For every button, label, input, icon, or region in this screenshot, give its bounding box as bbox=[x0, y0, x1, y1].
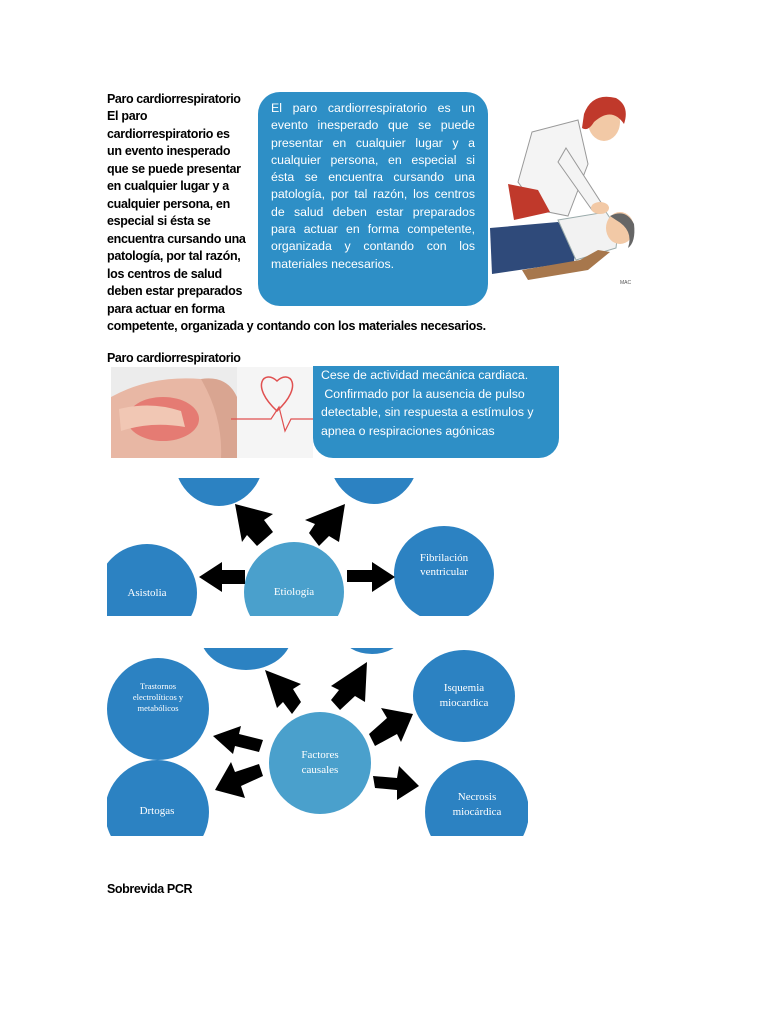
box-line: Cese de actividad mecánica cardiaca. bbox=[321, 368, 529, 382]
paragraph-line: El paro bbox=[107, 109, 148, 123]
paragraph-line: que se puede presentar bbox=[107, 161, 241, 176]
paragraph-line: un evento inesperado bbox=[107, 144, 231, 158]
arrow-left bbox=[199, 562, 245, 592]
necrosis-line: Necrosis bbox=[457, 791, 497, 803]
factores-line: causales bbox=[301, 764, 339, 776]
box-line: apnea o respiraciones agónicas bbox=[321, 423, 495, 438]
paragraph-line: los centros de salud bbox=[107, 266, 222, 281]
trastornos-line: metabólicos bbox=[137, 702, 179, 713]
fibrilacion-line: Fibrilación bbox=[419, 552, 469, 564]
section-heading-2: Paro cardiorrespiratorio bbox=[107, 351, 241, 365]
fibrilacion-line: ventricular bbox=[420, 566, 468, 578]
paragraph-line: especial si ésta se bbox=[107, 214, 211, 228]
arrow-left-lower bbox=[215, 762, 263, 798]
paragraph-line: patología, por tal razón, bbox=[107, 249, 241, 263]
illustration-caption: MAC bbox=[620, 280, 632, 286]
arrow-up-right bbox=[331, 662, 367, 710]
trastornos-line: electrolíticos y bbox=[132, 691, 184, 702]
paragraph-line: para actuar en forma bbox=[107, 301, 225, 316]
arrow-left-upper bbox=[213, 726, 263, 754]
paragraph-tail: competente, organizada y contando con los materiales necesarios. bbox=[107, 319, 486, 333]
etiologia-center-node: Etiología bbox=[244, 542, 344, 616]
paragraph-line: deben estar preparados bbox=[107, 284, 243, 298]
box-line: Confirmado por la ausencia de pulso bbox=[321, 386, 525, 401]
arrow-right-lower bbox=[373, 766, 419, 800]
rescuer-hands bbox=[591, 202, 609, 214]
box-line: detectable, sin respuesta a estímulos y bbox=[321, 405, 534, 419]
arrow-up-left bbox=[265, 670, 301, 714]
arrow-right-upper bbox=[369, 708, 413, 746]
asistolia-node: Asistolia bbox=[107, 544, 197, 616]
drogas-label: Drtogas bbox=[139, 805, 175, 817]
causal-arrows bbox=[107, 648, 528, 836]
isquemia-line: Isquemia bbox=[443, 682, 485, 694]
factores-line: Factores bbox=[301, 749, 339, 761]
causal-factors-diagram bbox=[107, 648, 528, 836]
isquemia-line: miocardica bbox=[439, 697, 489, 709]
chest-pain-image bbox=[111, 367, 313, 458]
definition-box-2 bbox=[313, 366, 559, 458]
paragraph-line: en cualquier lugar y a bbox=[107, 179, 229, 193]
arrow-up-right bbox=[305, 504, 345, 546]
paragraph-line: cardiorrespiratorio es bbox=[107, 126, 230, 141]
arrow-up-left bbox=[235, 504, 273, 546]
section-heading-1: Paro cardiorrespiratorio bbox=[107, 92, 241, 106]
paragraph-line: cualquier persona, en bbox=[107, 196, 230, 211]
intro-paragraph bbox=[107, 108, 257, 318]
trastornos-line: Trastornos bbox=[139, 680, 177, 691]
cpr-illustration bbox=[488, 92, 638, 288]
definition-box: El paro cardiorrespiratorio es un evento inesperado que se puede presentar en cualquier lugar y a cualquier persona, en especial si ésta se encuentra cursando una patología, por tal razón, los centros de salud deben estar preparados para actuar en forma competente, organizada y contando con los materiales necesarios. bbox=[258, 92, 488, 306]
paragraph-line: encuentra cursando una bbox=[107, 231, 246, 246]
necrosis-line: miocárdica bbox=[452, 806, 502, 818]
etiology-arrows bbox=[107, 478, 527, 616]
section-heading-3: Sobrevida PCR bbox=[107, 882, 193, 896]
arrow-right bbox=[347, 562, 395, 592]
etiology-diagram bbox=[107, 478, 527, 616]
